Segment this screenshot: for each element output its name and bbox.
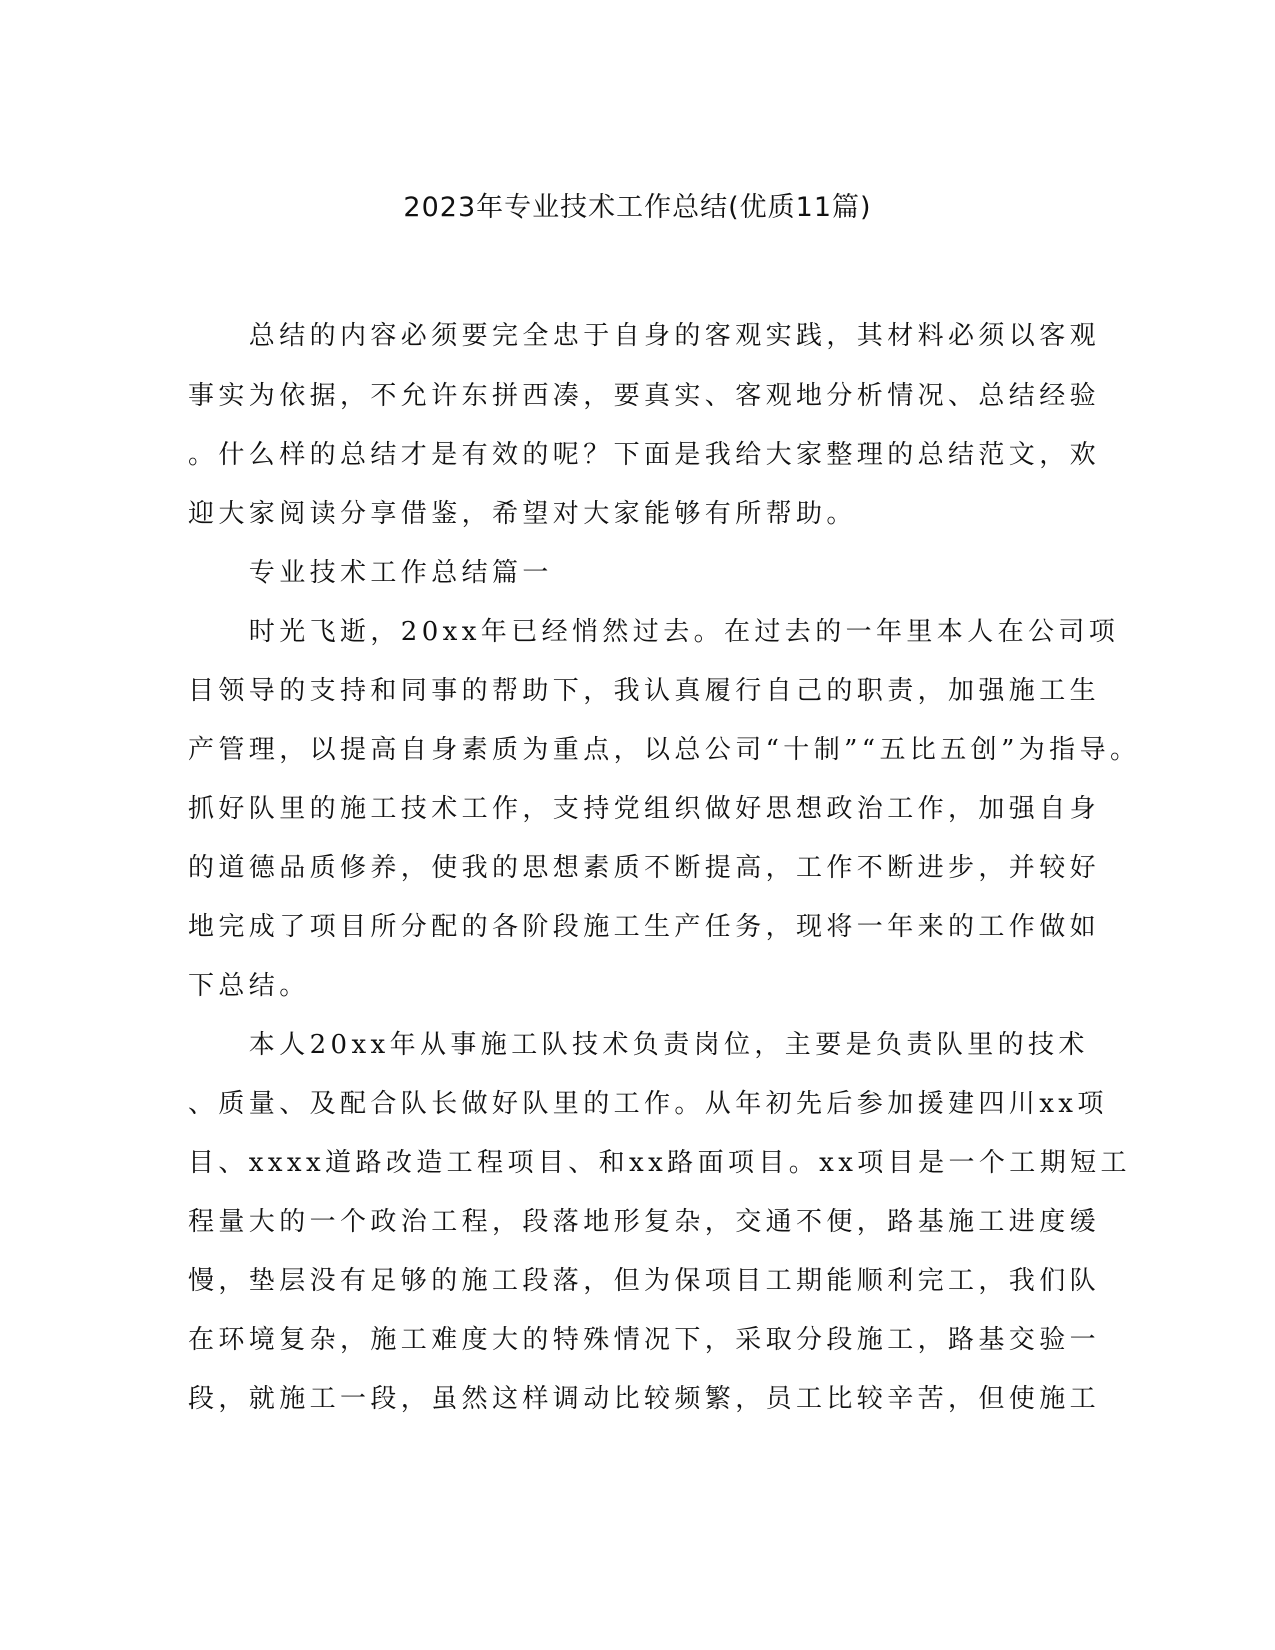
body-line: 抓好队里的施工技术工作，支持党组织做好思想政治工作，加强自身	[188, 794, 1101, 824]
body-line: 段，就施工一段，虽然这样调动比较频繁，员工比较辛苦，但使施工	[188, 1384, 1101, 1414]
body-line: 下总结。	[188, 971, 310, 1001]
body-line: 事实为依据，不允许东拼西凑，要真实、客观地分析情况、总结经验	[188, 381, 1101, 411]
body-line: 产管理，以提高自身素质为重点，以总公司“十制”“五比五创”为指导。	[188, 735, 1141, 765]
body-line: 慢，垫层没有足够的施工段落，但为保项目工期能顺利完工，我们队	[188, 1266, 1101, 1296]
body-line: 目领导的支持和同事的帮助下，我认真履行自己的职责，加强施工生	[188, 676, 1101, 706]
document-title: 2023年专业技术工作总结(优质11篇)	[403, 192, 872, 223]
body-line: 本人20xx年从事施工队技术负责岗位，主要是负责队里的技术	[188, 1030, 1089, 1060]
body-line: 迎大家阅读分享借鉴，希望对大家能够有所帮助。	[188, 499, 857, 529]
body-line: 。什么样的总结才是有效的呢？下面是我给大家整理的总结范文，欢	[188, 440, 1101, 470]
body-line: 在环境复杂，施工难度大的特殊情况下，采取分段施工，路基交验一	[188, 1325, 1101, 1355]
section-heading: 专业技术工作总结篇一	[188, 558, 553, 588]
body-line: 目、xxxx道路改造工程项目、和xx路面项目。xx项目是一个工期短工	[188, 1148, 1131, 1178]
body-line: 地完成了项目所分配的各阶段施工生产任务，现将一年来的工作做如	[188, 912, 1101, 942]
body-line: 程量大的一个政治工程，段落地形复杂，交通不便，路基施工进度缓	[188, 1207, 1101, 1237]
body-line: 的道德品质修养，使我的思想素质不断提高，工作不断进步，并较好	[188, 853, 1101, 883]
body-line: 、质量、及配合队长做好队里的工作。从年初先后参加援建四川xx项	[188, 1089, 1108, 1119]
body-line: 总结的内容必须要完全忠于自身的客观实践，其材料必须以客观	[188, 321, 1101, 351]
body-line: 时光飞逝，20xx年已经悄然过去。在过去的一年里本人在公司项	[188, 617, 1120, 647]
